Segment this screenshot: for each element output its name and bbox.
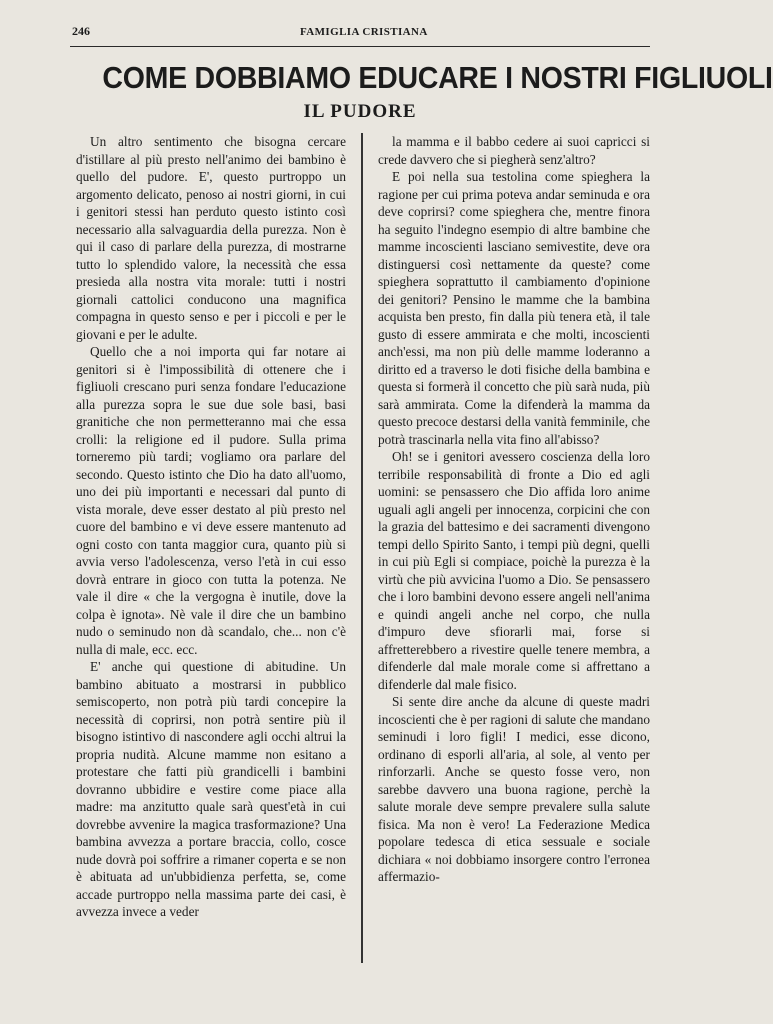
running-head: FAMIGLIA CRISTIANA [300, 26, 428, 38]
left-column [76, 133, 346, 921]
right-column [378, 133, 650, 886]
paragraph: Oh! se i genitori avessero coscienza della loro terribile responsabilità di fronte a Dio ed agli uomini: se pensassero che Dio affida loro anime uguali agli angeli per innocenza, corpicini che con la grazia del battesimo e dei sacramenti divengono tempi dello Spirito Santo, i tempi più degni, quelli in cui più Egli si compiace, poichè la purezza è la virtù che più avvicina l'uomo a Dio. Se pensassero che i loro bambini devono essere angeli nell'anima e quindi angeli anche nel corpo, che nulla d'impuro deve sfiorarli mai, forse si affretterebbero a rivestire quelle tenere membra, a difenderle dal male morale come si affrettano a difenderle dal male fisico. [378, 449, 650, 692]
column-divider [361, 133, 363, 963]
paragraph: Quello che a noi importa qui far notare ai genitori si è l'impossibilità di ottenere che i figliuoli crescano puri senza fondare l'educazione alla purezza sopra le sue due sole basi, basi granitiche che non permetteranno mai che essa crolli: la religione ed il pudore. Sulla prima torneremo più tardi; vogliamo ora parlare del secondo. Questo istinto che Dio ha dato all'uomo, uno dei più importanti e necessari dal punto di vista morale, deve esser destato al più presto nel cuore del bambino e vi deve essere mantenuto ad ogni costo con tanta maggior cura, quanto più si avvia verso l'adolescenza, verso l'età in cui esso dovrà entrare in gioco con tutta la potenza. Ne vale il dire « che la vergogna è inutile, dove la colpa è ignota». Nè vale il dire che un bambino nudo o seminudo non dà scandalo, che... non c'è nulla di male, ecc. ecc. [76, 344, 346, 657]
article-title: COME DOBBIAMO EDUCARE I NOSTRI FIGLIUOLI [102, 60, 773, 95]
paragraph: Un altro sentimento che bisogna cercare d'istillare al più presto nell'animo dei bambino è quello del pudore. E', questo purtroppo un argomento delicato, penoso ai nostri giorni, in cui i genitori stessi han perduto questo istinto così necessario alla salvaguardia della purezza. Non è qui il caso di parlare della purezza, di mostrarne tutto lo splendido valore, la necessità che essa presieda alla nostra vita morale: tutti i nostri giornali cattolici conducono una magnifica compagna in questo senso e per i piccoli e per le giovani e per le adulte. [76, 134, 346, 342]
paragraph: E poi nella sua testolina come spieghera la ragione per cui prima poteva andar seminuda e ora deve coprirsi? come spieghera che, mentre finora ha seguito l'indegno esempio di altre bambine che mamme incoscienti lasciano semivestite, deve ora distinguersi così nettamente da queste? come spieghera soprattutto il cambiamento d'opinione dei genitori? Pensino le mamme che la bambina acquista ben presto, fin dalla più tenera età, il tale gusto di essere ammirata e che molti, incoscienti anch'essi, ma non più delle mamme loderanno a diritto ed a traverso le doti fisiche della bambina e questa si formerà il concetto che più sarà nuda, più sarà ammirata. Come la difenderà la mamma da questo precoce destarsi della vanità femminile, che potrà trascinarla nella vita fino all'abisso? [378, 169, 650, 447]
page-header [70, 18, 650, 47]
paragraph: E' anche qui questione di abitudine. Un bambino abituato a mostrarsi in pubblico semiscoperto, non potrà più tardi concepire la necessità di coprirsi, non potrà sentire più il bisogno istintivo di nascondere agli occhi altrui la propria nudità. Alcune mamme non esitano a protestare che fatti più grandicelli i bambini dovranno ubbidire e vestire come piace alla madre: ma anzitutto quale sarà quest'età in cui dovrebbe avvenire la magica trasformazione? Una bambina avvezza a portare braccia, collo, cosce nude dovrà poi soffrire a rimaner coperta e se non è abituata ad un'ubbidienza perfetta, se, come accade purtroppo nella massima parte dei casi, è avvezza invece a veder [76, 659, 346, 919]
page-number: 246 [72, 24, 90, 38]
article-subtitle: IL PUDORE [303, 101, 417, 122]
paragraph: Si sente dire anche da alcune di queste madri incoscienti che è per ragioni di salute che mandano seminudi i loro figli! I medici, esse dicono, ordinano di esporli all'aria, al sole, al vento per rinforzarli. Anche se questo fosse vero, non sarebbe davvero una buona ragione, perchè la salute morale deve sempre prevalere sulla salute fisica. Ma non è vero! La Federazione Medica popolare tedesca di etica sessuale e sociale dichiara « noi dobbiamo insorgere contro l'erronea affermazio- [378, 694, 650, 884]
paragraph: la mamma e il babbo cedere ai suoi capricci si crede davvero che si piegherà senz'altro? [378, 134, 650, 167]
